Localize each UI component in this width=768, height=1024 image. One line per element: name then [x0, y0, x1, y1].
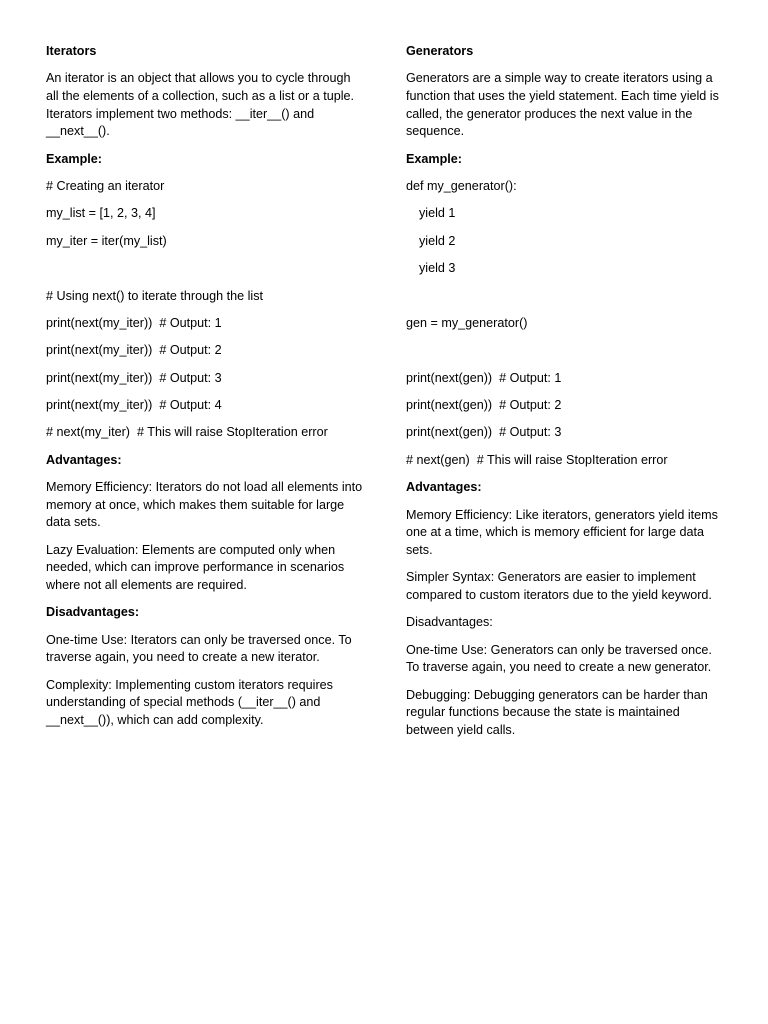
generators-code-line: # next(gen) # This will raise StopIteration error	[406, 452, 668, 467]
iterators-code-line: print(next(my_iter)) # Output: 3	[46, 370, 222, 385]
iterators-disadvantage-item: One-time Use: Iterators can only be traversed once. To traverse again, you need to create a new iterator.	[46, 632, 356, 665]
generators-code-blank-line	[406, 342, 724, 360]
iterators-code-blank-line	[46, 260, 366, 278]
generators-code-line: gen = my_generator()	[406, 315, 528, 330]
generators-code-line: print(next(gen)) # Output: 3	[406, 425, 562, 440]
generators-code-line: print(next(gen)) # Output: 1	[406, 370, 562, 385]
generators-code-line: def my_generator():	[406, 178, 517, 193]
generators-disadvantage-item: One-time Use: Generators can only be traversed once. To traverse again, you need to create a new generator.	[406, 642, 716, 675]
iterators-code-line: # next(my_iter) # This will raise StopIteration error	[46, 425, 328, 440]
generators-code-line: print(next(gen)) # Output: 2	[406, 398, 562, 413]
generators-intro: Generators are a simple way to create iterators using a function that uses the yield statement. Each time yield is called, the generator produces the next value in the sequence.	[406, 71, 723, 139]
iterators-example-label: Example:	[46, 151, 102, 166]
generators-example-label: Example:	[406, 151, 462, 166]
iterators-code-line: print(next(my_iter)) # Output: 4	[46, 398, 222, 413]
iterators-advantage-item: Lazy Evaluation: Elements are computed only when needed, which can improve performance in scenarios where not all elements are required.	[46, 542, 348, 593]
iterators-code-line: # Using next() to iterate through the list	[46, 288, 264, 303]
generators-disadvantage-item: Debugging: Debugging generators can be harder than regular functions because the state is maintained between yield calls.	[406, 687, 712, 737]
iterators-code-line: my_list = [1, 2, 3, 4]	[46, 206, 156, 221]
generators-code-line: yield 3	[419, 261, 456, 276]
iterators-advantages-label: Advantages:	[46, 452, 122, 467]
generators-advantage-item: Simpler Syntax: Generators are easier to implement compared to custom iterators due to the yield keyword.	[406, 570, 712, 602]
iterators-heading: Iterators	[46, 44, 97, 58]
iterators-code-line: # Creating an iterator	[46, 178, 165, 193]
generators-advantages-label: Advantages:	[406, 480, 482, 495]
iterators-code-line: print(next(my_iter)) # Output: 1	[46, 315, 222, 330]
iterators-column	[46, 43, 366, 739]
generators-code-line: yield 1	[419, 206, 456, 221]
iterators-code-line: my_iter = iter(my_list)	[46, 233, 167, 248]
generators-code-line: yield 2	[419, 233, 456, 248]
generators-disadvantages-label: Disadvantages:	[406, 615, 493, 630]
generators-advantage-item: Memory Efficiency: Like iterators, generators yield items one at a time, which is memory efficient for large data sets.	[406, 507, 722, 557]
iterators-code-line: print(next(my_iter)) # Output: 2	[46, 343, 222, 358]
iterators-advantage-item: Memory Efficiency: Iterators do not load all elements into memory at once, which makes them suitable for large data sets.	[46, 480, 366, 530]
iterators-disadvantage-item: Complexity: Implementing custom iterators requires understanding of special methods (__iter__() and __next__()), which can add complexity.	[46, 677, 337, 727]
generators-column	[406, 43, 724, 749]
iterators-disadvantages-label: Disadvantages:	[46, 605, 140, 620]
iterators-intro: An iterator is an object that allows you to cycle through all the elements of a collection, such as a list or a tuple. Iterators implement two methods: __iter__() and __next__().	[46, 71, 358, 139]
generators-code-blank-line	[406, 288, 724, 306]
generators-heading: Generators	[406, 44, 474, 58]
